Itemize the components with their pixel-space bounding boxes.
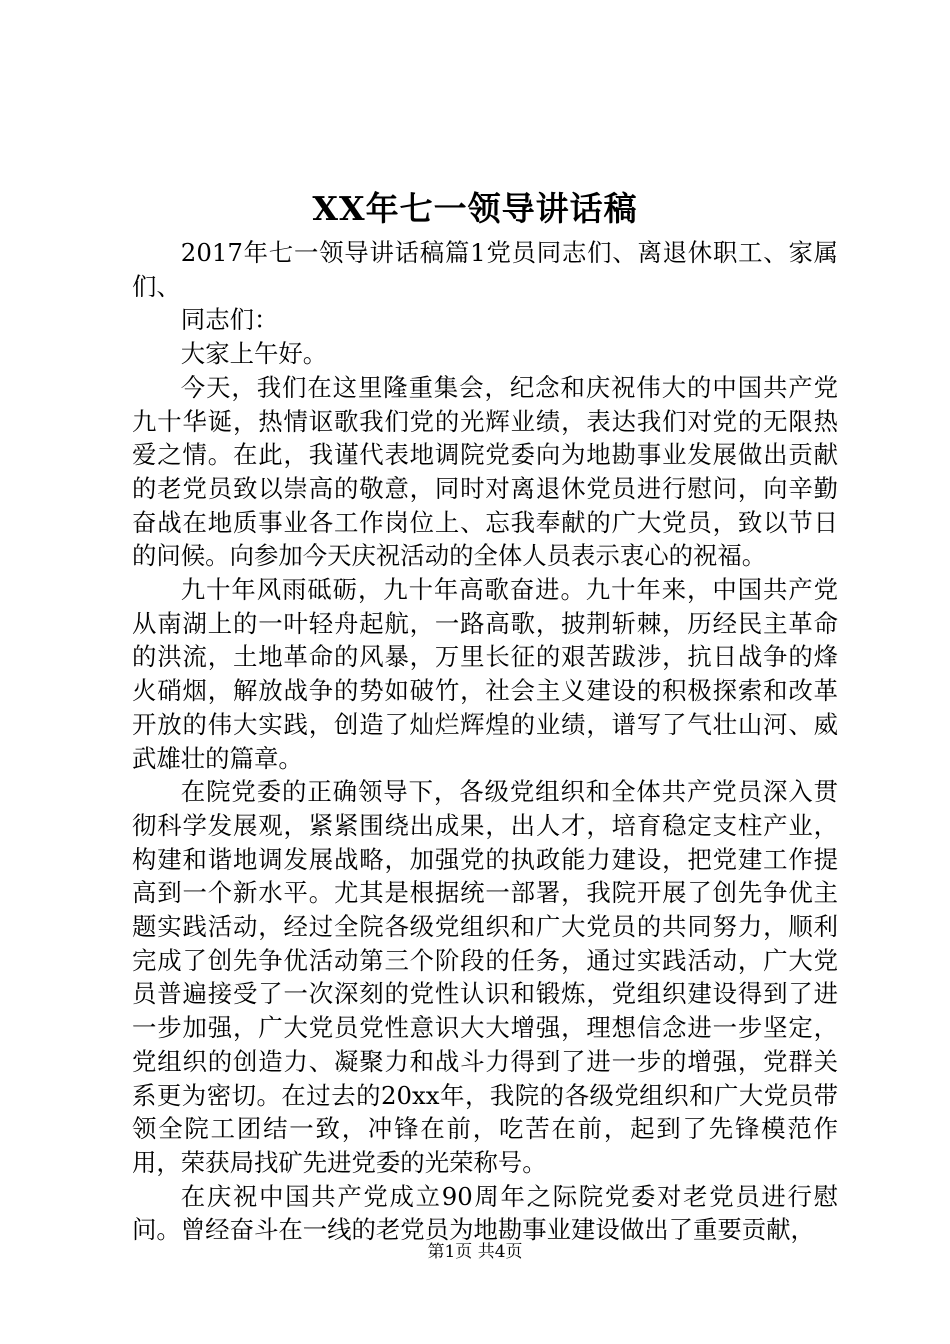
paragraph-salutation: 2017年七一领导讲话稿篇1党员同志们、离退休职工、家属们、: [132, 238, 838, 301]
document-title: XX年七一领导讲话稿: [312, 189, 638, 228]
document-body: [132, 236, 838, 1247]
paragraph-ninety-years: 九十年风雨砥砺，九十年高歌奋进。九十年来，中国共产党从南湖上的一叶轻舟起航，一路高歌，披荆斩棘，历经民主革命的洪流，土地革命的风暴，万里长征的艰苦跋涉，抗日战争的烽火硝烟，解放战争的势如破竹，社会主义建设的积极探索和改革开放的伟大实践，创造了灿烂辉煌的业绩，谱写了气壮山河、威武雄壮的篇章。: [132, 575, 838, 773]
page-footer: 第1页 共4页: [427, 1242, 523, 1262]
paragraph-greeting-comrades: 同志们：: [180, 305, 279, 335]
paragraph-celebration: 今天，我们在这里隆重集会，纪念和庆祝伟大的中国共产党九十华诞，热情讴歌我们党的光辉业绩，表达我们对党的无限热爱之情。在此，我谨代表地调院党委向为地勘事业发展做出贡献的老党员致以崇高的敬意，同时对离退休党员进行慰问，向辛勤奋战在地质事业各工作岗位上、忘我奉献的广大党员，致以节日的问候。向参加今天庆祝活动的全体人员表示衷心的祝福。: [132, 372, 838, 571]
paragraph-veteran-members: 在庆祝中国共产党成立90周年之际院党委对老党员进行慰问。曾经奋斗在一线的老党员为地勘事业建设做出了重要贡献，: [132, 1181, 838, 1245]
paragraph-good-morning: 大家上午好。: [180, 339, 328, 369]
paragraph-party-leadership: 在院党委的正确领导下，各级党组织和全体共产党员深入贯彻科学发展观，紧紧围绕出成果，出人才，培育稳定支柱产业，构建和谐地调发展战略，加强党的执政能力建设，把党建工作提高到一个新水平。尤其是根据统一部署，我院开展了创先争优主题实践活动，经过全院各级党组织和广大党员的共同努力，顺利完成了创先争优活动第三个阶段的任务，通过实践活动，广大党员普遍接受了一次深刻的党性认识和锻炼，党组织建设得到了进一步加强，广大党员党性意识大大增强，理想信念进一步坚定，党组织的创造力、凝聚力和战斗力得到了进一步的增强，党群关系更为密切。在过去的20xx年，我院的各级党组织和广大党员带领全院工团结一致，冲锋在前，吃苦在前，起到了先锋模范作用，荣获局找矿先进党委的光荣称号。: [132, 777, 838, 1177]
